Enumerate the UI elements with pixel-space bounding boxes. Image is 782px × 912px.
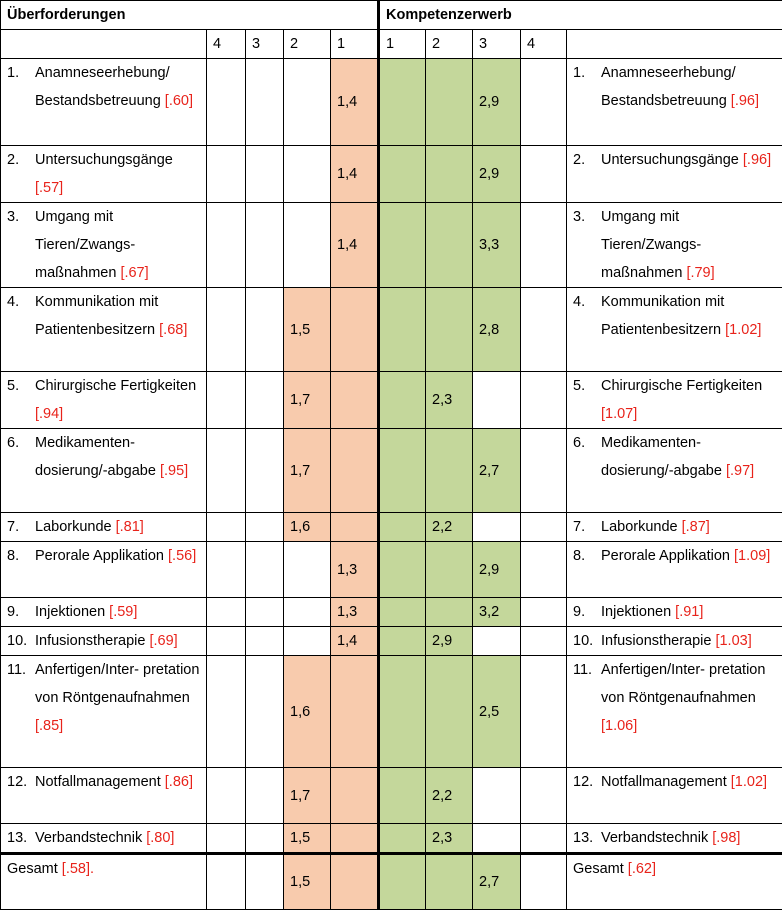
- standard-deviation: [.79]: [686, 265, 715, 281]
- left-item-cell: [1, 146, 207, 203]
- item-number: 10.: [573, 633, 594, 649]
- left-item-cell: [1, 429, 207, 513]
- competence-cell-2: [426, 288, 473, 372]
- right-scale-2: 2: [426, 30, 473, 59]
- standard-deviation: [1.09]: [734, 548, 771, 564]
- item-number: 11.: [573, 662, 593, 678]
- right-scale-3: 3: [473, 30, 521, 59]
- item-number: 12.: [7, 774, 28, 790]
- right-item-cell: [567, 146, 782, 203]
- overload-value: 1,4: [331, 627, 379, 656]
- left-scale-2: 2: [284, 30, 331, 59]
- item-label: Kommunikation mit Patientenbesitzern: [35, 294, 159, 338]
- standard-deviation: [1.02]: [730, 774, 768, 790]
- overload-cell-1: [331, 768, 379, 824]
- left-item-cell: [1, 59, 207, 146]
- left-scale-1: 1: [331, 30, 379, 59]
- item-number: 9.: [573, 604, 586, 620]
- overload-cell-4: [207, 429, 246, 513]
- right-item-cell: [567, 656, 782, 768]
- competence-cell-1: [379, 598, 426, 627]
- standard-deviation: [.81]: [115, 519, 144, 535]
- standard-deviation: [.86]: [164, 774, 193, 790]
- standard-deviation: [.96]: [730, 93, 760, 109]
- competence-cell-3: [473, 627, 521, 656]
- item-label: Gesamt: [7, 861, 58, 877]
- standard-deviation: [1.07]: [601, 406, 638, 422]
- competence-value: 2,3: [426, 372, 473, 429]
- competence-cell-4: [521, 656, 567, 768]
- item-number: 2.: [7, 152, 20, 168]
- table-row: [1, 59, 782, 146]
- competence-cell-2: [426, 203, 473, 288]
- overload-cell-3: [246, 627, 284, 656]
- competence-cell-4: [521, 429, 567, 513]
- competence-cell-2: [426, 656, 473, 768]
- overload-value: 1,6: [284, 513, 331, 542]
- left-item-cell: [1, 768, 207, 824]
- overload-cell-3: [246, 372, 284, 429]
- table-row: [1, 372, 782, 429]
- overload-cell-4: [207, 824, 246, 854]
- competence-cell-4: [521, 627, 567, 656]
- item-label: Anfertigen/Inter- pretation von Röntgenaufnahmen: [601, 662, 766, 706]
- right-section-title: Kompetenzerwerb: [379, 1, 782, 30]
- table-row: [1, 627, 782, 656]
- item-label: Injektionen: [35, 604, 106, 620]
- overload-value: 1,4: [331, 203, 379, 288]
- table-row: [1, 542, 782, 598]
- overload-cell-1: [331, 656, 379, 768]
- item-label: Infusionstherapie: [35, 633, 146, 649]
- left-item-cell: [1, 542, 207, 598]
- overload-cell-1: [331, 824, 379, 854]
- competence-cell-1: [379, 59, 426, 146]
- overload-cell-3: [246, 429, 284, 513]
- item-number: 1.: [573, 65, 586, 81]
- item-label: Laborkunde: [35, 519, 112, 535]
- item-number: 5.: [573, 378, 586, 394]
- overload-value: 1,3: [331, 598, 379, 627]
- overload-cell-3: [246, 146, 284, 203]
- table-row: [1, 824, 782, 854]
- right-total-cell: [567, 854, 782, 910]
- standard-deviation: [.98]: [712, 830, 741, 846]
- competence-cell-4: [521, 598, 567, 627]
- competence-cell-4: [521, 372, 567, 429]
- item-number: 9.: [7, 604, 20, 620]
- competence-cell-1: [379, 513, 426, 542]
- table-row: [1, 203, 782, 288]
- competence-cell-2: [426, 59, 473, 146]
- overload-cell-3: [246, 768, 284, 824]
- overload-cell-4: [207, 854, 246, 910]
- item-label: Umgang mit Tieren/Zwangs- maßnahmen: [35, 209, 136, 281]
- item-number: 2.: [573, 152, 586, 168]
- overload-value: 1,3: [331, 542, 379, 598]
- left-scale-3: 3: [246, 30, 284, 59]
- competence-cell-3: [473, 513, 521, 542]
- competence-value: 2,2: [426, 768, 473, 824]
- table-row: [1, 768, 782, 824]
- overload-value: 1,6: [284, 656, 331, 768]
- total-row: [1, 854, 782, 910]
- standard-deviation: [.96]: [742, 152, 772, 168]
- item-label: Verbandstechnik: [35, 830, 143, 846]
- item-label: Notfallmanagement: [601, 774, 727, 790]
- competence-cell-1: [379, 429, 426, 513]
- competence-value: 2,9: [426, 627, 473, 656]
- overload-cell-3: [246, 598, 284, 627]
- competence-value: 2,8: [473, 288, 521, 372]
- item-label: Untersuchungsgänge: [35, 152, 173, 168]
- competence-value: 2,9: [473, 59, 521, 146]
- standard-deviation: [1.02]: [725, 322, 762, 338]
- item-number: 5.: [7, 378, 20, 394]
- competence-cell-2: [426, 598, 473, 627]
- competence-value: 2,5: [473, 656, 521, 768]
- overload-cell-1: [331, 372, 379, 429]
- table-row: [1, 513, 782, 542]
- competence-cell-2: [426, 146, 473, 203]
- item-label: Chirurgische Fertigkeiten: [35, 378, 197, 394]
- standard-deviation: [1.03]: [715, 633, 752, 649]
- left-item-cell: [1, 288, 207, 372]
- right-item-cell: [567, 372, 782, 429]
- overload-cell-4: [207, 768, 246, 824]
- overload-value: 1,5: [284, 824, 331, 854]
- standard-deviation: [.62]: [627, 861, 657, 877]
- right-item-cell: [567, 768, 782, 824]
- standard-deviation: [.57]: [35, 180, 64, 196]
- right-item-cell: [567, 542, 782, 598]
- left-item-cell: [1, 372, 207, 429]
- standard-deviation: [.56]: [168, 548, 197, 564]
- item-label: Anfertigen/Inter- pretation von Röntgenaufnahmen: [35, 662, 200, 706]
- competence-cell-4: [521, 513, 567, 542]
- competence-value: 3,3: [473, 203, 521, 288]
- overload-value: 1,5: [284, 288, 331, 372]
- competence-cell-1: [379, 372, 426, 429]
- competence-value: 2,9: [473, 542, 521, 598]
- table-row: [1, 656, 782, 768]
- competence-cell-1: [379, 542, 426, 598]
- item-label: Anamneseerhebung/ Bestandsbetreuung: [601, 65, 736, 109]
- standard-deviation: [1.06]: [601, 718, 638, 734]
- right-item-cell: [567, 429, 782, 513]
- right-item-cell: [567, 288, 782, 372]
- competence-value: 3,2: [473, 598, 521, 627]
- overload-cell-4: [207, 656, 246, 768]
- overload-cell-4: [207, 59, 246, 146]
- left-item-cell: [1, 513, 207, 542]
- item-label: Infusionstherapie: [601, 633, 712, 649]
- item-label: Notfallmanagement: [35, 774, 161, 790]
- item-number: 8.: [7, 548, 20, 564]
- item-number: 6.: [7, 435, 20, 451]
- right-item-cell: [567, 824, 782, 854]
- competence-cell-3: [473, 768, 521, 824]
- standard-deviation: [.67]: [120, 265, 149, 281]
- item-number: 3.: [7, 209, 20, 225]
- item-number: 6.: [573, 435, 586, 451]
- standard-deviation: [.97]: [725, 463, 755, 479]
- item-label: Perorale Applikation: [601, 548, 730, 564]
- standard-deviation: [.69]: [149, 633, 178, 649]
- item-label: Anamneseerhebung/ Bestandsbetreuung: [35, 65, 170, 109]
- item-number: 7.: [7, 519, 20, 535]
- overload-cell-4: [207, 288, 246, 372]
- competence-cell-4: [521, 288, 567, 372]
- right-item-cell: [567, 627, 782, 656]
- competence-cell-4: [521, 854, 567, 910]
- overload-cell-4: [207, 598, 246, 627]
- overload-cell-3: [246, 854, 284, 910]
- overload-value: 1,4: [331, 146, 379, 203]
- left-item-cell: [1, 598, 207, 627]
- item-label: Verbandstechnik: [601, 830, 709, 846]
- competence-cell-1: [379, 288, 426, 372]
- blank-header-cell: [1, 30, 207, 59]
- competence-cell-4: [521, 203, 567, 288]
- blank-header-cell: [567, 30, 782, 59]
- overload-cell-1: [331, 429, 379, 513]
- overload-value: 1,4: [331, 59, 379, 146]
- competence-cell-4: [521, 768, 567, 824]
- item-number: 11.: [7, 662, 27, 678]
- item-number: 10.: [7, 633, 28, 649]
- overload-cell-2: [284, 59, 331, 146]
- competence-value: 2,2: [426, 513, 473, 542]
- competence-value: 2,7: [473, 854, 521, 910]
- standard-deviation: [.68]: [159, 322, 188, 338]
- item-number: 13.: [573, 830, 594, 846]
- competence-cell-1: [379, 824, 426, 854]
- item-number: 4.: [573, 294, 586, 310]
- competence-cell-1: [379, 203, 426, 288]
- overload-value: 1,7: [284, 768, 331, 824]
- item-label: Kommunikation mit Patientenbesitzern: [601, 294, 725, 338]
- table-row: [1, 146, 782, 203]
- competence-value: 2,9: [473, 146, 521, 203]
- left-item-cell: [1, 656, 207, 768]
- competence-cell-4: [521, 59, 567, 146]
- standard-deviation: [.58].: [61, 861, 95, 877]
- item-label: Injektionen: [601, 604, 672, 620]
- standard-deviation: [.87]: [681, 519, 710, 535]
- overload-cell-3: [246, 824, 284, 854]
- overload-cell-4: [207, 627, 246, 656]
- overload-cell-2: [284, 203, 331, 288]
- competence-cell-3: [473, 824, 521, 854]
- competence-cell-2: [426, 854, 473, 910]
- overload-value: 1,7: [284, 429, 331, 513]
- standard-deviation: [.85]: [35, 718, 64, 734]
- standard-deviation: [.59]: [109, 604, 138, 620]
- item-label: Laborkunde: [601, 519, 678, 535]
- overload-cell-4: [207, 203, 246, 288]
- item-number: 7.: [573, 519, 586, 535]
- overload-cell-3: [246, 288, 284, 372]
- overload-cell-2: [284, 598, 331, 627]
- competence-cell-1: [379, 656, 426, 768]
- standard-deviation: [.91]: [675, 604, 704, 620]
- item-label: Chirurgische Fertigkeiten: [601, 378, 763, 394]
- item-label: Gesamt: [573, 861, 624, 877]
- competence-cell-2: [426, 542, 473, 598]
- item-label: Medikamenten- dosierung/-abgabe: [35, 435, 156, 479]
- item-number: 1.: [7, 65, 20, 81]
- overload-cell-2: [284, 542, 331, 598]
- overload-cell-2: [284, 627, 331, 656]
- item-number: 3.: [573, 209, 586, 225]
- overload-cell-3: [246, 203, 284, 288]
- item-number: 4.: [7, 294, 20, 310]
- overload-value: 1,5: [284, 854, 331, 910]
- competence-value: 2,3: [426, 824, 473, 854]
- competence-cell-3: [473, 372, 521, 429]
- standard-deviation: [.94]: [35, 406, 64, 422]
- overload-cell-3: [246, 513, 284, 542]
- table-row: [1, 598, 782, 627]
- item-label: Medikamenten- dosierung/-abgabe: [601, 435, 722, 479]
- overload-cell-4: [207, 146, 246, 203]
- standard-deviation: [.95]: [159, 463, 189, 479]
- competence-cell-1: [379, 146, 426, 203]
- right-scale-4: 4: [521, 30, 567, 59]
- competence-cell-1: [379, 854, 426, 910]
- table-row: [1, 288, 782, 372]
- item-number: 12.: [573, 774, 594, 790]
- item-label: Umgang mit Tieren/Zwangs- maßnahmen: [601, 209, 702, 281]
- item-label: Perorale Applikation: [35, 548, 164, 564]
- overload-value: 1,7: [284, 372, 331, 429]
- overload-cell-2: [284, 146, 331, 203]
- overload-cell-3: [246, 656, 284, 768]
- overload-cell-4: [207, 542, 246, 598]
- left-item-cell: [1, 203, 207, 288]
- competence-cell-1: [379, 627, 426, 656]
- left-item-cell: [1, 824, 207, 854]
- overload-cell-1: [331, 513, 379, 542]
- right-item-cell: [567, 59, 782, 146]
- standard-deviation: [.80]: [146, 830, 175, 846]
- standard-deviation: [.60]: [164, 93, 194, 109]
- competence-cell-4: [521, 146, 567, 203]
- right-scale-1: 1: [379, 30, 426, 59]
- competence-cell-1: [379, 768, 426, 824]
- overload-cell-4: [207, 513, 246, 542]
- item-number: 13.: [7, 830, 28, 846]
- overload-cell-1: [331, 854, 379, 910]
- overload-cell-4: [207, 372, 246, 429]
- table-row: [1, 429, 782, 513]
- left-scale-4: 4: [207, 30, 246, 59]
- left-total-cell: [1, 854, 207, 910]
- overload-cell-3: [246, 59, 284, 146]
- competence-value: 2,7: [473, 429, 521, 513]
- left-item-cell: [1, 627, 207, 656]
- left-section-title: Überforderungen: [1, 1, 379, 30]
- competence-cell-4: [521, 542, 567, 598]
- right-item-cell: [567, 598, 782, 627]
- right-item-cell: [567, 203, 782, 288]
- item-label: Untersuchungsgänge: [601, 152, 739, 168]
- overload-cell-3: [246, 542, 284, 598]
- right-item-cell: [567, 513, 782, 542]
- overload-cell-1: [331, 288, 379, 372]
- competence-cell-4: [521, 824, 567, 854]
- competence-cell-2: [426, 429, 473, 513]
- item-number: 8.: [573, 548, 586, 564]
